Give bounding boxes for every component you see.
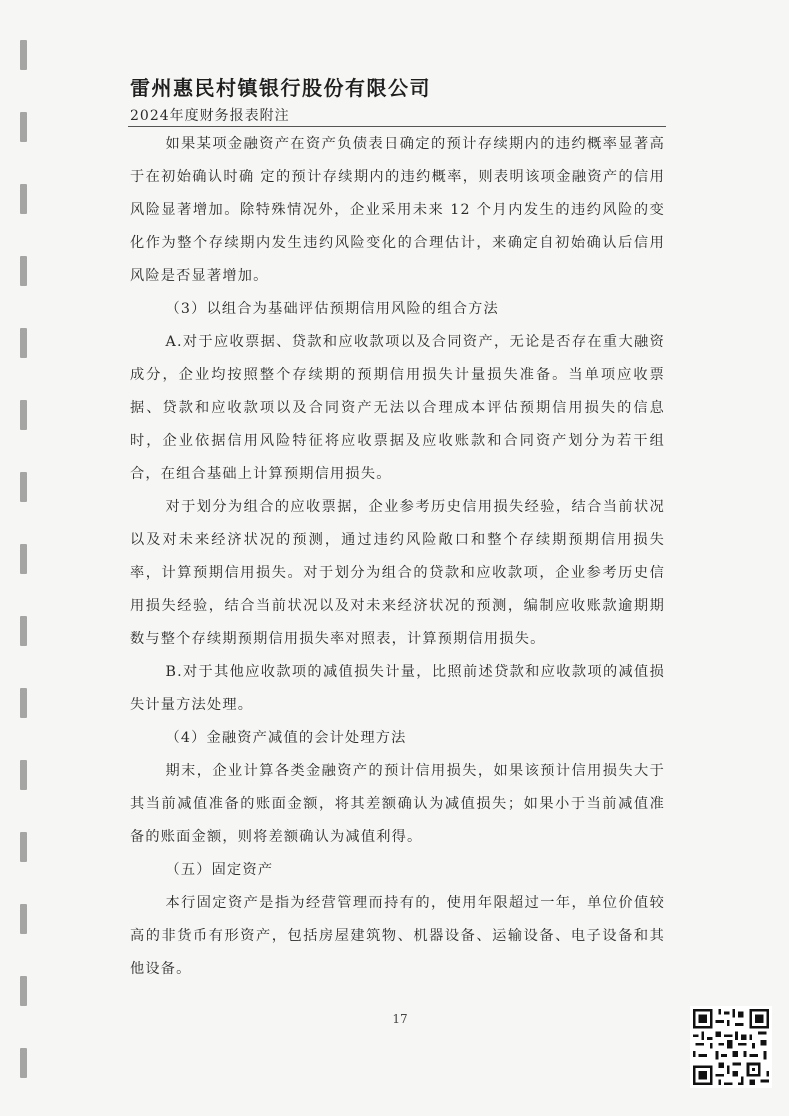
document-body xyxy=(130,128,665,986)
paragraph: 对于划分为组合的应收票据，企业参考历史信用损失经验，结合当前状况以及对未来经济状况的预测，通过违约风险敞口和整个存续期预期信用损失率，计算预期信用损失。对于划分为组合的贷款和应收款项，企业参考历史信用损失经验，结合当前状况以及对未来经济状况的预测，编制应收账款逾期期数与整个存续期预期信用损失率对照表，计算预期信用损失。 xyxy=(130,499,665,647)
paragraph: 如果某项金融资产在资产负债表日确定的预计存续期内的违约概率显著高于在初始确认时确 定的预计存续期内的违约概率，则表明该项金融资产的信用风险显著增加。除特殊情况外，企业采用未来 12 个月内发生的违约风险的变化作为整个存续期内发生违约风险变化的合理估计，来确定自初始确认后信用风险是否显著增加。 xyxy=(130,136,665,284)
section-heading: （五）固定资产 xyxy=(165,862,274,878)
paragraph: 本行固定资产是指为经营管理而持有的，使用年限超过一年，单位价值较高的非货币有形资产，包括房屋建筑物、机器设备、运输设备、电子设备和其他设备。 xyxy=(130,895,665,977)
page-number: 17 xyxy=(392,1012,408,1026)
qr-code-icon xyxy=(690,1006,772,1088)
section-heading: （3）以组合为基础评估预期信用风险的组合方法 xyxy=(165,301,499,317)
company-name: 雷州惠民村镇银行股份有限公司 xyxy=(130,76,431,100)
report-subtitle: 2024年度财务报表附注 xyxy=(130,108,290,124)
paragraph: A.对于应收票据、贷款和应收款项以及合同资产，无论是否存在重大融资成分，企业均按照整个存续期的预期信用损失计量损失准备。当单项应收票据、贷款和应收款项以及合同资产无法以合理成本评估预期信用损失的信息时，企业依据信用风险特征将应收票据及应收账款和合同资产划分为若干组合，在组合基础上计算预期信用损失。 xyxy=(130,334,665,482)
paragraph: 期末，企业计算各类金融资产的预计信用损失，如果该预计信用损失大于其当前减值准备的账面金额，将其差额确认为减值损失；如果小于当前减值准备的账面金额，则将差额确认为减值利得。 xyxy=(130,763,665,845)
page-header xyxy=(130,74,690,128)
binding-holes-strip xyxy=(20,0,34,1116)
section-heading: （4）金融资产减值的会计处理方法 xyxy=(165,730,407,746)
header-divider xyxy=(128,126,666,127)
paragraph: B.对于其他应收款项的减值损失计量，比照前述贷款和应收款项的减值损失计量方法处理。 xyxy=(130,664,665,713)
